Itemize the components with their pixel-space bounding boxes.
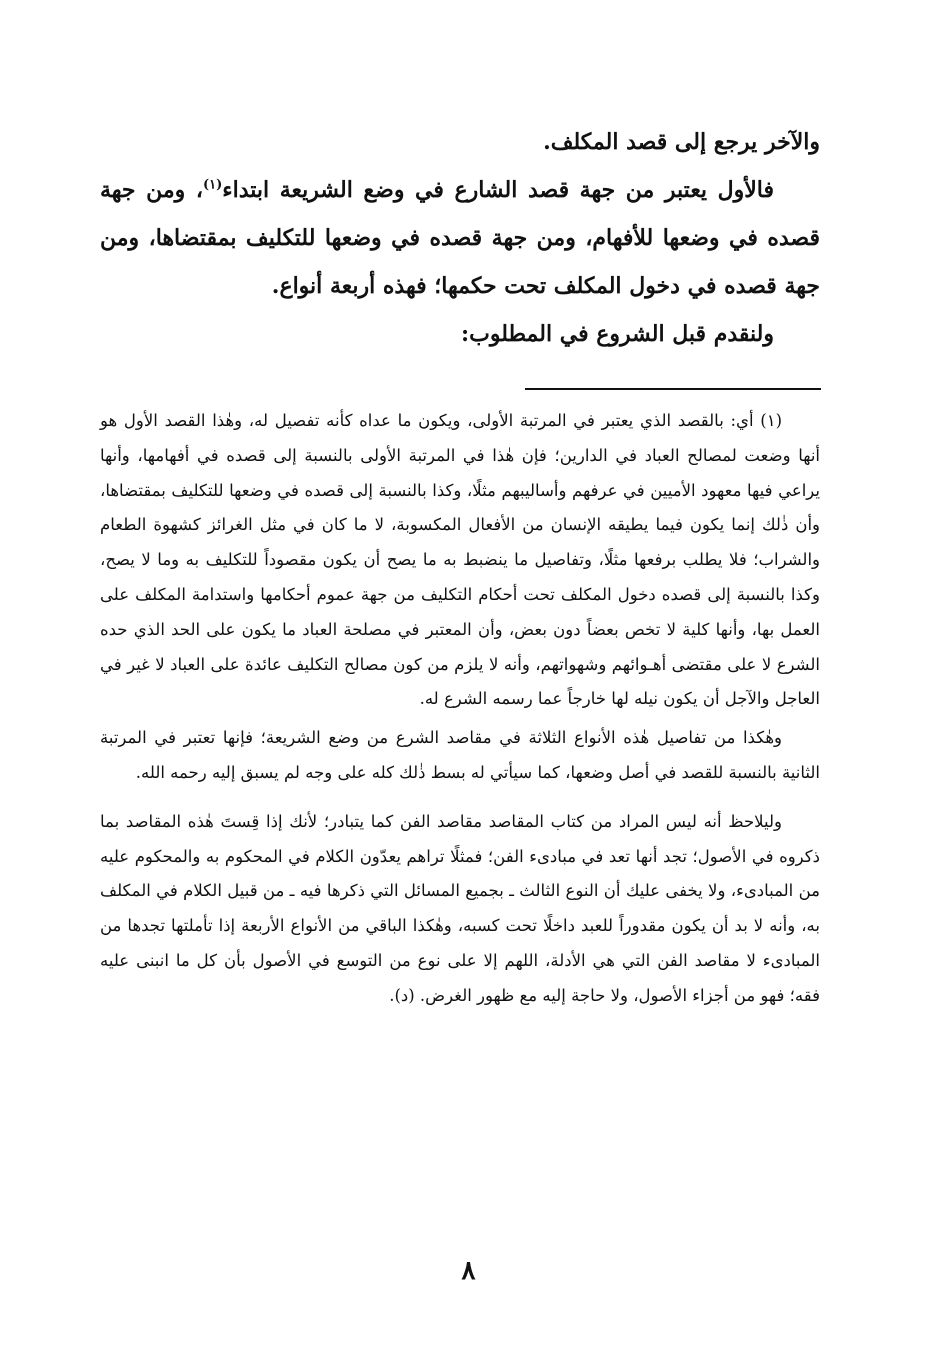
main-text: [100, 118, 820, 358]
main-paragraph-2-start: فالأول يعتبر من جهة قصد الشارع في وضع الشريعة ابتداء: [222, 177, 775, 203]
footnote-reference[interactable]: (١): [202, 177, 223, 193]
footnote-continuation-1: وهٰكذا من تفاصيل هٰذه الأنواع الثلاثة في مقاصد الشرع من وضع الشريعة؛ فإنها تعتبر في المرتبة الثانية بالنسبة للقصد في أصل وضعها، كما سيأتي له بسط ذٰلك كله على وجه لم يسبق إليه رحمه الله.: [100, 728, 820, 782]
footnote-1: (١) أي: بالقصد الذي يعتبر في المرتبة الأولى، ويكون ما عداه كأنه تفصيل له، وهٰذا القصد الأول هو أنها وضعت لمصالح العباد في الدارين؛ فإن هٰذا في المرتبة الأولى بالنسبة إلى قصده في أفهامها، وأنها يراعي فيها معهود الأميين في عرفهم وأساليبهم مثلًا، وكذا بالنسبة إلى قصده في وضعها للتكليف بمقتضاها، وأن ذٰلك إنما يكون فيما يطيقه الإنسان من الأفعال المكسوبة، لا ما كان في مثل الغرائز كشهوة الطعام والشراب؛ فلا يطلب برفعها مثلًا، وتفاصيل ما ينضبط به ما يصح أن يكون مقصوداً للتكليف به وما لا يصح، وكذا بالنسبة إلى قصده دخول المكلف تحت أحكام التكليف من جهة عموم أحكامها واستدامة المكلف على العمل بها، وأنها كلية لا تخص بعضاً دون بعض، وأن المعتبر في مصلحة العباد ما يكون على الحد الذي حده الشرع لا على مقتضى أهـوائهم وشهواتهم، وأنه لا يلزم من كون مصالح التكليف عائدة على العباد لا غير في العاجل والآجل أن يكون نيله لها خارجاً عما رسمه الشرع له.: [100, 411, 820, 709]
main-paragraph-2: [100, 166, 820, 310]
main-paragraph-2-rest: ، ومن جهة قصده في وضعها للأفهام، ومن جهة قصده في وضعها للتكليف بمقتضاها، ومن جهة قصده في دخول المكلف تحت حكمها؛ فهذه أربعة أنواع.: [100, 177, 820, 299]
footnote-separator: [525, 388, 821, 390]
main-paragraph-3: ولنقدم قبل الشروع في المطلوب:: [461, 321, 774, 347]
page-number: ٨: [461, 1256, 476, 1286]
footnotes-section: [100, 404, 820, 1014]
footnote-continuation-2: وليلاحظ أنه ليس المراد من كتاب المقاصد مقاصد الفن كما يتبادر؛ لأنك إذا قِستَ هٰذه المقاصد بما ذكروه في الأصول؛ تجد أنها تعد في مبادىء الفن؛ فمثلًا تراهم يعدّون الكلام في المحكوم به والمحكوم عليه من المبادىء، ولا يخفى عليك أن النوع الثالث ـ بجميع المسائل التي ذكرها فيه ـ من قبيل الكلام في المكلف به، وأنه لا بد أن يكون مقدوراً للعبد داخلًا تحت كسبه، وهٰكذا الباقي من الأنواع الأربعة إذا تأملتها تجدها من المبادىء لا مقاصد الفن التي هي الأدلة، اللهم إلا على نوع من التوسع في الأصول بأن كل ما انبنى عليه فقه؛ فهو من أجزاء الأصول، ولا حاجة إليه مع ظهور الغرض. (د).: [100, 811, 820, 1005]
main-paragraph-1: والآخر يرجع إلى قصد المكلف.: [543, 129, 820, 155]
